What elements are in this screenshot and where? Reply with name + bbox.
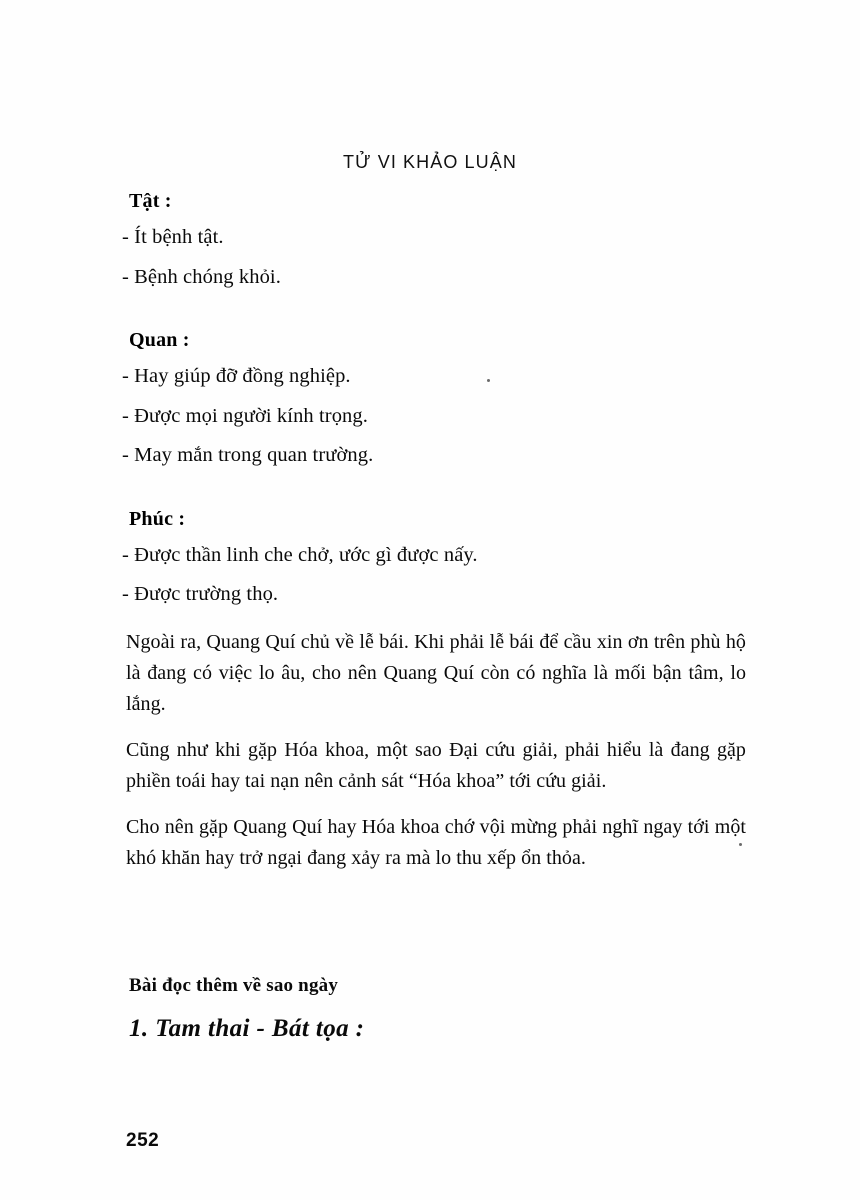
section-heading: Tật : [129,190,172,212]
list-item: - Được mọi người kính trọng. [122,404,368,427]
further-reading-heading: Bài đọc thêm về sao ngày [129,975,339,996]
list-item: - May mắn trong quan trường. [122,444,374,466]
body-paragraph: Cũng như khi gặp Hóa khoa, một sao Đại cứu giải, phải hiểu là đang gặp phiền toái hay tai nạn nên cảnh sát “Hóa khoa” tới cứu giải. [126,738,746,792]
list-item: - Hay giúp đỡ đồng nghiệp. [122,365,351,387]
section-quan [122,329,746,466]
body-paragraph: Ngoài ra, Quang Quí chủ về lễ bái. Khi phải lễ bái để cầu xin ơn trên phù hộ là đang có việc lo âu, cho nên Quang Quí còn có nghĩa là mối bận tâm, lo lắng. [126,630,746,715]
numbered-subheading: 1. Tam thai - Bát tọa : [129,1015,365,1042]
section-heading: Phúc : [129,507,186,530]
list-item: - Ít bệnh tật. [122,226,224,248]
body-text-column [122,190,746,890]
scan-speck [739,843,742,846]
list-item: - Bệnh chóng khỏi. [122,265,281,288]
scan-speck [487,379,490,382]
list-item: - Được trường thọ. [122,583,279,605]
list-item: - Được thần linh che chở, ước gì được nấy. [122,543,478,566]
section-heading: Quan : [129,329,190,351]
section-phuc [122,507,746,605]
page-number: 252 [126,1130,160,1151]
body-paragraph: Cho nên gặp Quang Quí hay Hóa khoa chớ vội mừng phải nghĩ ngay tới một khó khăn hay trở ngại đang xảy ra mà lo thu xếp ổn thỏa. [126,815,746,869]
section-tat [122,190,746,288]
running-head: TỬ VI KHẢO LUẬN [343,152,517,172]
